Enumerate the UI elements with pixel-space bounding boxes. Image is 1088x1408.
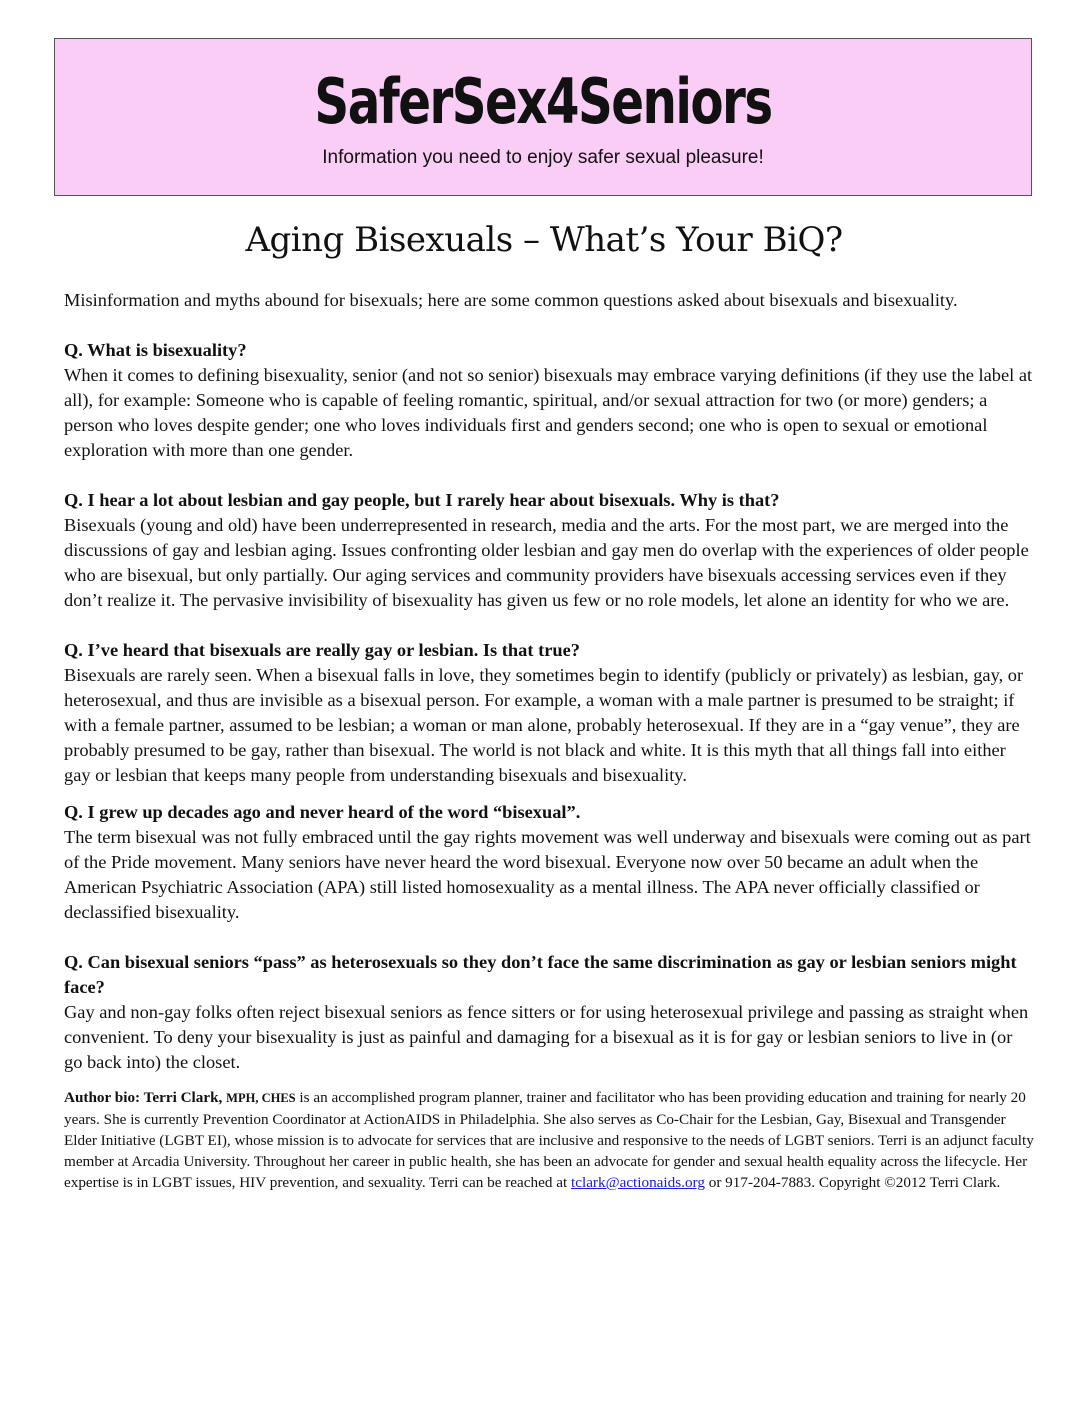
author-bio (64, 1087, 1034, 1193)
bio-text: is an accomplished program planner, trainer and facilitator who has been providing education and training for nearly 20 years. She is currently Prevention Coordinator at ActionAIDS in Philadelphia. She also serves as Co-Chair for the Lesbian, Gay, Bisexual and Transgender Elder Initiative (LGBT EI), whose mission is to advocate for services that are inclusive and responsive to the needs of LGBT seniors. Terri is an adjunct faculty member at Arcadia University. Throughout her career in public health, she has been an advocate for gender and sexual health equality across the lifecycle. Her expertise is in LGBT issues, HIV prevention, and sexuality. Terri can be reached at (64, 1089, 1034, 1191)
answer: Bisexuals (young and old) have been underrepresented in research, media and the arts. For the most part, we are merged into the discussions of gay and lesbian aging. Issues confronting older lesbian and gay men do overlap with the experiences of older people who are bisexual, but only partially. Our aging services and community providers have bisexuals accessing services even if they don’t realize it. The pervasive invisibility of bisexuality has given us few or no role models, let alone an identity for who we are. (64, 515, 1029, 610)
answer: Gay and non-gay folks often reject bisexual seniors as fence sitters or for using heterosexual privilege and passing as straight when convenient. To deny your bisexuality is just as painful and damaging for a bisexual as it is for gay or lesbian seniors to live in (or go back into) the closet. (64, 1002, 1029, 1072)
question: Q. Can bisexual seniors “pass” as heterosexuals so they don’t face the same discrimination as gay or lesbian seniors might face? (64, 952, 1017, 997)
qa-item (64, 638, 1034, 788)
qa-item (64, 800, 1034, 925)
tagline: Information you need to enjoy safer sexual pleasure! (322, 147, 764, 168)
bio-contact: or 917-204-7883. Copyright ©2012 Terri Clark. (708, 1174, 1001, 1191)
bio-credentials: MPH, CHES (226, 1091, 296, 1105)
answer: When it comes to defining bisexuality, senior (and not so senior) bisexuals may embrace varying definitions (if they use the label at all), for example: Someone who is capable of feeling romantic, spiritual, and/or sexual attraction for two (or more) genders; a person who loves despite gender; one who loves individuals first and genders second; one who is open to sexual or emotional exploration with more than one gender. (64, 365, 1033, 460)
qa-item (64, 950, 1034, 1075)
answer: The term bisexual was not fully embraced until the gay rights movement was well underway and bisexuals were coming out as part of the Pride movement. Many seniors have never heard the word bisexual. Everyone now over 50 became an adult when the American Psychiatric Association (APA) still listed homosexuality as a mental illness. The APA never officially classified or declassified bisexuality. (64, 827, 1031, 922)
header-banner (54, 38, 1032, 196)
intro-paragraph: Misinformation and myths abound for bisexuals; here are some common questions asked about bisexuals and bisexuality. (64, 290, 958, 310)
answer: Bisexuals are rarely seen. When a bisexual falls in love, they sometimes begin to identify (publicly or privately) as lesbian, gay, or heterosexual, and thus are invisible as a bisexual person. For example, a woman with a male partner is presumed to be straight; if with a female partner, assumed to be lesbian; a woman or man alone, probably heterosexual. If they are in a “gay venue”, they are probably presumed to be gay, rather than bisexual. The world is not black and white. It is this myth that all things fall into either gay or lesbian that keeps many people from understanding bisexuals and bisexuality. (64, 665, 1024, 785)
page-title: Aging Bisexuals – What’s Your BiQ? (245, 220, 843, 260)
bio-label: Author bio: Terri Clark, (64, 1089, 223, 1106)
question: Q. I grew up decades ago and never heard of the word “bisexual”. (64, 802, 581, 822)
brand-title: SaferSex4Seniors (314, 65, 772, 138)
question: Q. I’ve heard that bisexuals are really gay or lesbian. Is that true? (64, 640, 580, 660)
qa-item (64, 488, 1034, 613)
email-link[interactable]: tclark@actionaids.org (571, 1174, 705, 1191)
qa-item (64, 338, 1034, 463)
article-body (64, 288, 1034, 1193)
question: Q. I hear a lot about lesbian and gay people, but I rarely hear about bisexuals. Why is that? (64, 490, 780, 510)
question: Q. What is bisexuality? (64, 340, 247, 360)
